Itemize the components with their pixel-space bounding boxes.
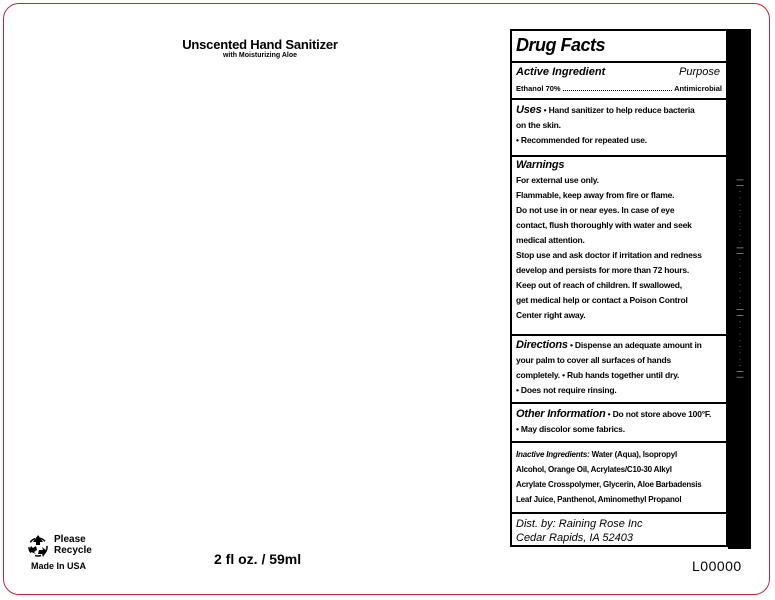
- side-band-text: [736, 179, 746, 459]
- other-line-1: • May discolor some fabrics.: [516, 424, 625, 434]
- other-information-section: [516, 407, 724, 437]
- uses-line-2: • Recommended for repeated use.: [516, 135, 647, 145]
- inactive-ingredients-header: Inactive Ingredients:: [516, 450, 590, 459]
- active-ingredient-purpose: Antimicrobial: [674, 84, 722, 93]
- side-band-glyphs: | | · · · · · · · · · | | · · · · · · · · | | · · · · · · · · | |: [736, 179, 743, 380]
- distributor-section: [516, 517, 643, 545]
- warnings-line-9: Center right away.: [516, 310, 586, 320]
- directions-header: Directions: [516, 339, 568, 351]
- distributor-line-1: Dist. by: Raining Rose Inc: [516, 518, 643, 530]
- recycle-text: [54, 534, 92, 556]
- lot-code: L00000: [692, 558, 742, 574]
- uses-line-1: on the skin.: [516, 120, 561, 130]
- directions-line-1: your palm to cover all surfaces of hands: [516, 355, 671, 365]
- warnings-line-8: get medical help or contact a Poison Control: [516, 295, 688, 305]
- distributor-line-2: Cedar Rapids, IA 52403: [516, 532, 633, 544]
- made-in-usa: Made In USA: [31, 561, 87, 571]
- warnings-line-6: develop and persists for more than 72 hours.: [516, 265, 690, 275]
- product-title: Unscented Hand Sanitizer: [182, 37, 338, 52]
- uses-header: Uses: [516, 104, 542, 116]
- product-subtitle: with Moisturizing Aloe: [222, 52, 297, 59]
- inactive-line-3: Leaf Juice, Panthenol, Aminomethyl Propanol: [516, 495, 682, 504]
- recycle-line-1: Please: [54, 534, 86, 545]
- drug-facts-panel: [510, 29, 751, 549]
- rule-other: [512, 441, 726, 443]
- warnings-line-5: Stop use and ask doctor if irritation and redness: [516, 250, 702, 260]
- inactive-line-0: Water (Aqua), Isopropyl: [591, 450, 677, 459]
- other-line-0: • Do not store above 100°F.: [607, 409, 712, 419]
- inactive-line-1: Alcohol, Orange Oil, Acrylates/C10-30 Alkyl: [516, 465, 672, 474]
- directions-line-2: completely. • Rub hands together until dry.: [516, 370, 680, 380]
- rule-title: [512, 61, 726, 63]
- leader-dots: [563, 90, 672, 91]
- inactive-ingredients-section: [516, 447, 724, 507]
- recycle-icon: [25, 533, 51, 559]
- purpose-header: Purpose: [679, 66, 720, 78]
- active-ingredient-name: Ethanol 70%: [516, 84, 561, 93]
- warnings-line-0: For external use only.: [516, 175, 599, 185]
- rule-uses: [512, 155, 726, 157]
- recycle-line-2: Recycle: [54, 545, 92, 556]
- rule-active: [512, 98, 726, 100]
- directions-line-3: • Does not require rinsing.: [516, 385, 617, 395]
- warnings-line-4: medical attention.: [516, 235, 585, 245]
- active-ingredient-header: Active Ingredient: [516, 66, 606, 78]
- rule-inactive: [512, 512, 726, 514]
- rule-directions: [512, 402, 726, 404]
- warnings-line-2: Do not use in or near eyes. In case of eye: [516, 205, 675, 215]
- warnings-line-7: Keep out of reach of children. If swallowed,: [516, 280, 682, 290]
- directions-section: [516, 338, 724, 398]
- active-ingredient-row: [516, 84, 722, 93]
- warnings-header: Warnings: [516, 159, 565, 171]
- inactive-line-2: Acrylate Crosspolymer, Glycerin, Aloe Barbadensis: [516, 480, 702, 489]
- directions-line-0: • Dispense an adequate amount in: [569, 340, 702, 350]
- uses-line-0: • Hand sanitizer to help reduce bacteria: [543, 105, 695, 115]
- rule-warnings: [512, 334, 726, 336]
- net-volume: 2 fl oz. / 59ml: [214, 551, 302, 567]
- drug-facts-title: Drug Facts: [516, 35, 606, 55]
- other-information-header: Other Information: [516, 408, 606, 420]
- warnings-line-3: contact, flush thoroughly with water and seek: [516, 220, 692, 230]
- uses-section: [516, 103, 724, 148]
- warnings-line-1: Flammable, keep away from fire or flame.: [516, 190, 675, 200]
- drug-facts-box: [510, 29, 728, 547]
- warnings-section: [516, 158, 724, 323]
